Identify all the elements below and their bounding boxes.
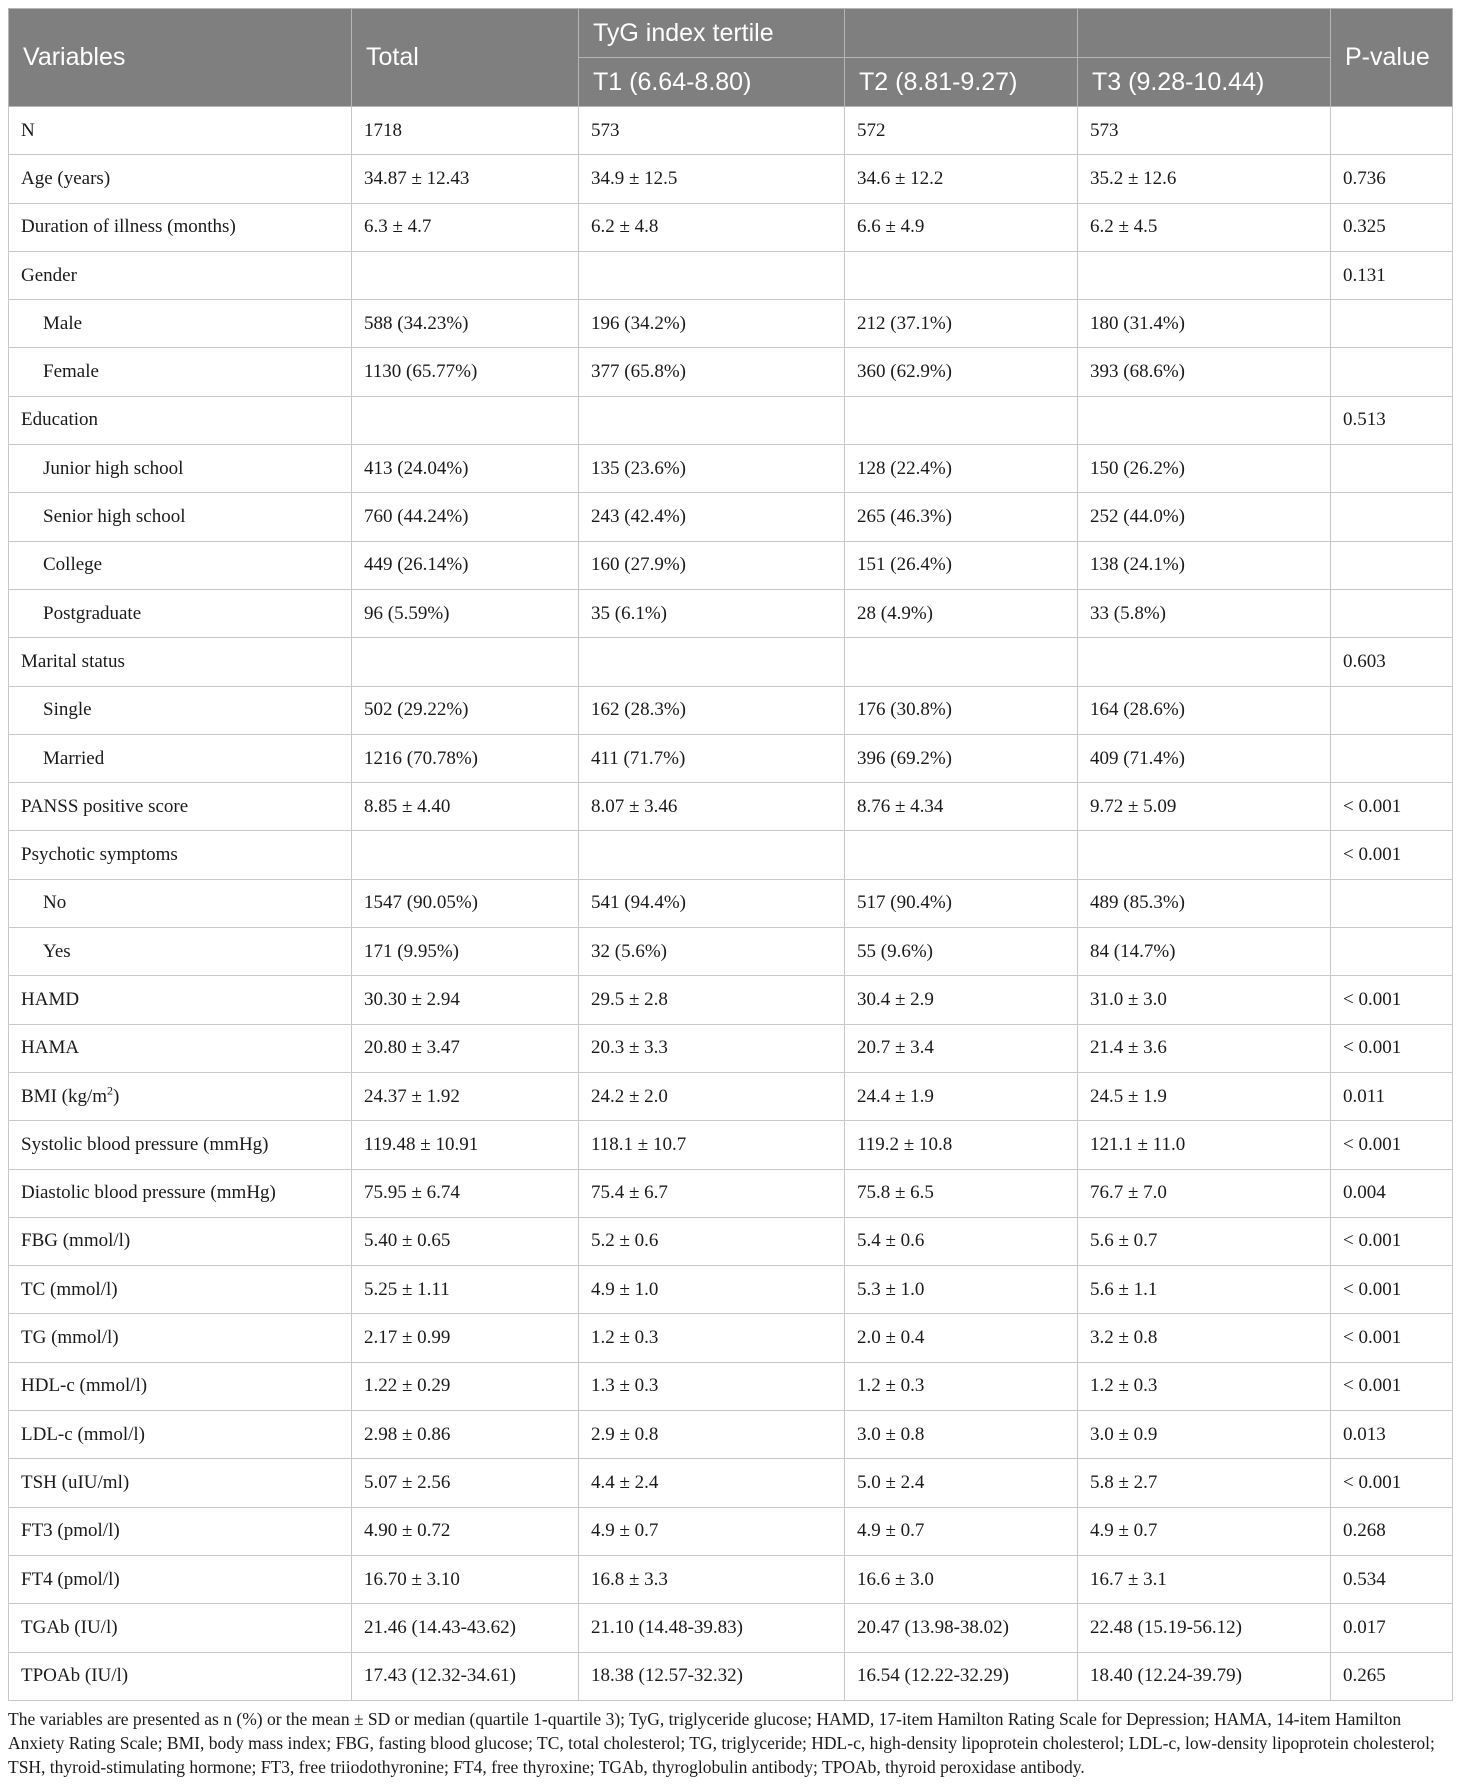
table-row [9,1121,1453,1169]
t2-cell [845,831,1078,879]
t3-cell: 573 [1078,107,1331,155]
pvalue-cell: 0.603 [1331,638,1453,686]
table-body [9,107,1453,1701]
variable-cell [9,1555,352,1603]
pvalue-cell [1331,445,1453,493]
t2-cell: 176 (30.8%) [845,686,1078,734]
t2-cell: 5.0 ± 2.4 [845,1459,1078,1507]
t3-cell: 4.9 ± 0.7 [1078,1507,1331,1555]
t3-cell: 180 (31.4%) [1078,300,1331,348]
variable-label: No [43,892,67,914]
total-cell: 1130 (65.77%) [352,348,579,396]
t1-cell: 135 (23.6%) [579,445,845,493]
t2-cell: 34.6 ± 12.2 [845,155,1078,203]
pvalue-cell [1331,300,1453,348]
t2-cell: 16.54 (12.22-32.29) [845,1652,1078,1700]
pvalue-cell: 0.265 [1331,1652,1453,1700]
pvalue-cell: 0.325 [1331,203,1453,251]
table-row [9,831,1453,879]
variable-cell [9,783,352,831]
t2-cell: 3.0 ± 0.8 [845,1411,1078,1459]
pvalue-cell: 0.131 [1331,251,1453,299]
variable-cell [9,300,352,348]
pvalue-cell [1331,928,1453,976]
total-cell: 2.98 ± 0.86 [352,1411,579,1459]
t1-cell: 32 (5.6%) [579,928,845,976]
variable-label: LDL-c (mmol/l) [21,1423,145,1445]
variable-label: HAMA [21,1037,80,1059]
variable-cell [9,1507,352,1555]
pvalue-cell [1331,589,1453,637]
t3-cell: 489 (85.3%) [1078,879,1331,927]
table-row [9,686,1453,734]
variable-superscript: 2 [107,1083,114,1098]
header-total: Total [352,9,579,107]
table-row [9,783,1453,831]
variable-cell [9,1266,352,1314]
variable-label: FBG (mmol/l) [21,1230,131,1252]
variable-cell [9,493,352,541]
t3-cell: 121.1 ± 11.0 [1078,1121,1331,1169]
t1-cell: 411 (71.7%) [579,734,845,782]
total-cell: 1216 (70.78%) [352,734,579,782]
t3-cell: 1.2 ± 0.3 [1078,1362,1331,1410]
pvalue-cell: < 0.001 [1331,1266,1453,1314]
t3-cell: 76.7 ± 7.0 [1078,1169,1331,1217]
t3-cell: 33 (5.8%) [1078,589,1331,637]
variable-cell [9,203,352,251]
total-cell: 588 (34.23%) [352,300,579,348]
t3-cell: 164 (28.6%) [1078,686,1331,734]
header-t1: T1 (6.64-8.80) [579,58,845,107]
table-row [9,1314,1453,1362]
variable-cell [9,1121,352,1169]
table-row [9,493,1453,541]
variable-cell [9,638,352,686]
t3-cell: 21.4 ± 3.6 [1078,1024,1331,1072]
pvalue-cell: < 0.001 [1331,783,1453,831]
table-row [9,203,1453,251]
header-pvalue: P-value [1331,9,1453,107]
table-row [9,1459,1453,1507]
t2-cell: 75.8 ± 6.5 [845,1169,1078,1217]
pvalue-cell: 0.736 [1331,155,1453,203]
table-row [9,1652,1453,1700]
variable-label: Psychotic symptoms [21,844,178,866]
t2-cell: 128 (22.4%) [845,445,1078,493]
t3-cell: 22.48 (15.19-56.12) [1078,1604,1331,1652]
table-footnote: The variables are presented as n (%) or the mean ± SD or median (quartile 1-quartile 3); TyG, triglyceride glucose; HAMD, 17-item Hamilton Rating Scale for Depression; HAMA, 14-item Hamilton Anxiety Rating Scale; BMI, body mass index; FBG, fasting blood glucose; TC, total cholesterol; TG, triglyceride; HDL-c, high-density lipoprotein cholesterol; LDL-c, low-density lipoprotein cholesterol; TSH, thyroid-stimulating hormone; FT3, free triiodothyronine; FT4, free thyroxine; TGAb, thyroglobulin antibody; TPOAb, thyroid peroxidase antibody. [8,1708,1435,1777]
variable-cell [9,1652,352,1700]
table-row [9,541,1453,589]
table-row [9,1072,1453,1120]
pvalue-cell [1331,493,1453,541]
variable-label: College [43,554,103,576]
t1-cell: 196 (34.2%) [579,300,845,348]
variable-cell [9,1604,352,1652]
t1-cell: 4.9 ± 1.0 [579,1266,845,1314]
variable-label: TC (mmol/l) [21,1278,118,1300]
variable-label: Diastolic blood pressure (mmHg) [21,1182,276,1204]
total-cell: 30.30 ± 2.94 [352,976,579,1024]
variable-cell [9,1314,352,1362]
t2-cell: 212 (37.1%) [845,300,1078,348]
t2-cell: 360 (62.9%) [845,348,1078,396]
total-cell: 5.25 ± 1.11 [352,1266,579,1314]
variable-label: PANSS positive score [21,795,189,817]
t2-cell: 5.3 ± 1.0 [845,1266,1078,1314]
table-header [9,9,1453,107]
t3-cell: 35.2 ± 12.6 [1078,155,1331,203]
t3-cell: 84 (14.7%) [1078,928,1331,976]
pvalue-cell: 0.011 [1331,1072,1453,1120]
variable-label: HDL-c (mmol/l) [21,1375,148,1397]
t2-cell: 119.2 ± 10.8 [845,1121,1078,1169]
pvalue-cell: 0.534 [1331,1555,1453,1603]
variable-label: TPOAb (IU/l) [21,1665,129,1687]
table-row [9,1604,1453,1652]
variable-label: Female [43,361,99,383]
total-cell [352,831,579,879]
total-cell [352,251,579,299]
total-cell: 760 (44.24%) [352,493,579,541]
t3-cell: 138 (24.1%) [1078,541,1331,589]
t1-cell: 2.9 ± 0.8 [579,1411,845,1459]
table-row [9,251,1453,299]
variable-label: Duration of illness (months) [21,216,236,238]
variable-cell [9,1459,352,1507]
t3-cell: 3.2 ± 0.8 [1078,1314,1331,1362]
t1-cell: 75.4 ± 6.7 [579,1169,845,1217]
t1-cell: 4.4 ± 2.4 [579,1459,845,1507]
table-row [9,879,1453,927]
total-cell: 5.07 ± 2.56 [352,1459,579,1507]
t3-cell: 5.6 ± 1.1 [1078,1266,1331,1314]
variable-cell [9,1024,352,1072]
table-row [9,1266,1453,1314]
t2-cell: 5.4 ± 0.6 [845,1217,1078,1265]
t1-cell: 35 (6.1%) [579,589,845,637]
t1-cell: 541 (94.4%) [579,879,845,927]
total-cell: 171 (9.95%) [352,928,579,976]
variable-cell [9,928,352,976]
total-cell: 119.48 ± 10.91 [352,1121,579,1169]
t3-cell [1078,831,1331,879]
pvalue-cell: < 0.001 [1331,831,1453,879]
variable-cell [9,1169,352,1217]
table-row [9,1507,1453,1555]
t1-cell: 1.3 ± 0.3 [579,1362,845,1410]
t2-cell: 16.6 ± 3.0 [845,1555,1078,1603]
pvalue-cell [1331,879,1453,927]
table-row [9,976,1453,1024]
variable-label: FT3 (pmol/l) [21,1520,120,1542]
variable-label: Senior high school [43,506,186,528]
t2-cell: 20.7 ± 3.4 [845,1024,1078,1072]
table-row [9,155,1453,203]
t1-cell: 34.9 ± 12.5 [579,155,845,203]
variable-label: Junior high school [43,457,184,479]
t3-cell: 6.2 ± 4.5 [1078,203,1331,251]
pvalue-cell: < 0.001 [1331,1024,1453,1072]
t3-cell: 5.8 ± 2.7 [1078,1459,1331,1507]
variable-cell [9,155,352,203]
t3-cell: 31.0 ± 3.0 [1078,976,1331,1024]
variable-cell [9,686,352,734]
header-t3: T3 (9.28-10.44) [1078,58,1331,107]
header-variables: Variables [9,9,352,107]
variable-label: Single [43,699,92,721]
variable-label: TGAb (IU/l) [21,1616,118,1638]
t3-cell: 24.5 ± 1.9 [1078,1072,1331,1120]
variable-label: BMI (kg/m [21,1085,108,1107]
table-row [9,734,1453,782]
t1-cell: 118.1 ± 10.7 [579,1121,845,1169]
pvalue-cell: < 0.001 [1331,1314,1453,1362]
variable-label: Gender [21,264,77,286]
variable-label: Married [43,747,105,769]
total-cell: 8.85 ± 4.40 [352,783,579,831]
t1-cell: 243 (42.4%) [579,493,845,541]
total-cell [352,396,579,444]
t2-cell: 4.9 ± 0.7 [845,1507,1078,1555]
t3-cell: 150 (26.2%) [1078,445,1331,493]
total-cell: 6.3 ± 4.7 [352,203,579,251]
total-cell: 21.46 (14.43-43.62) [352,1604,579,1652]
t1-cell: 377 (65.8%) [579,348,845,396]
total-cell: 24.37 ± 1.92 [352,1072,579,1120]
t1-cell: 24.2 ± 2.0 [579,1072,845,1120]
t3-cell [1078,396,1331,444]
t3-cell: 16.7 ± 3.1 [1078,1555,1331,1603]
table-row [9,638,1453,686]
pvalue-cell: 0.513 [1331,396,1453,444]
variable-label: HAMD [21,988,80,1010]
table-row [9,589,1453,637]
pvalue-cell [1331,541,1453,589]
table-row [9,1024,1453,1072]
total-cell: 75.95 ± 6.74 [352,1169,579,1217]
table-row [9,1411,1453,1459]
variable-cell [9,1411,352,1459]
variable-cell [9,107,352,155]
t1-cell: 29.5 ± 2.8 [579,976,845,1024]
t1-cell: 160 (27.9%) [579,541,845,589]
variable-label: Postgraduate [43,602,142,624]
t1-cell: 16.8 ± 3.3 [579,1555,845,1603]
pvalue-cell: 0.017 [1331,1604,1453,1652]
pvalue-cell: < 0.001 [1331,976,1453,1024]
total-cell: 4.90 ± 0.72 [352,1507,579,1555]
total-cell: 96 (5.59%) [352,589,579,637]
total-cell: 2.17 ± 0.99 [352,1314,579,1362]
t1-cell: 573 [579,107,845,155]
variable-cell [9,445,352,493]
table-row [9,300,1453,348]
table-row [9,396,1453,444]
t2-cell: 265 (46.3%) [845,493,1078,541]
total-cell: 5.40 ± 0.65 [352,1217,579,1265]
total-cell: 449 (26.14%) [352,541,579,589]
t2-cell [845,396,1078,444]
pvalue-cell: 0.004 [1331,1169,1453,1217]
t1-cell: 8.07 ± 3.46 [579,783,845,831]
t2-cell: 151 (26.4%) [845,541,1078,589]
variable-cell [9,734,352,782]
t1-cell [579,396,845,444]
t3-cell: 18.40 (12.24-39.79) [1078,1652,1331,1700]
pvalue-cell: 0.268 [1331,1507,1453,1555]
variable-label: Systolic blood pressure (mmHg) [21,1133,269,1155]
variable-cell [9,1362,352,1410]
pvalue-cell: < 0.001 [1331,1121,1453,1169]
t2-cell [845,638,1078,686]
table-row [9,107,1453,155]
variable-label: FT4 (pmol/l) [21,1568,120,1590]
header-t2: T2 (8.81-9.27) [845,58,1078,107]
table-row [9,928,1453,976]
variable-cell [9,976,352,1024]
variable-label: TG (mmol/l) [21,1327,119,1349]
total-cell: 20.80 ± 3.47 [352,1024,579,1072]
t2-cell: 1.2 ± 0.3 [845,1362,1078,1410]
pvalue-cell: < 0.001 [1331,1459,1453,1507]
variable-label: Age (years) [21,167,111,189]
t2-cell: 2.0 ± 0.4 [845,1314,1078,1362]
table-row [9,1555,1453,1603]
t2-cell: 572 [845,107,1078,155]
t1-cell: 162 (28.3%) [579,686,845,734]
t2-cell [845,251,1078,299]
total-cell: 17.43 (12.32-34.61) [352,1652,579,1700]
variable-label-end: ) [113,1085,120,1107]
total-cell: 16.70 ± 3.10 [352,1555,579,1603]
variable-cell [9,831,352,879]
variable-cell [9,879,352,927]
t2-cell: 30.4 ± 2.9 [845,976,1078,1024]
t2-cell: 20.47 (13.98-38.02) [845,1604,1078,1652]
total-cell: 1718 [352,107,579,155]
t3-cell: 409 (71.4%) [1078,734,1331,782]
table-row [9,1217,1453,1265]
variable-label: Education [21,409,99,431]
variable-label: TSH (uIU/ml) [21,1471,130,1493]
t3-cell: 9.72 ± 5.09 [1078,783,1331,831]
t1-cell: 1.2 ± 0.3 [579,1314,845,1362]
t1-cell: 21.10 (14.48-39.83) [579,1604,845,1652]
t3-cell [1078,638,1331,686]
t2-cell: 8.76 ± 4.34 [845,783,1078,831]
t2-cell: 55 (9.6%) [845,928,1078,976]
variable-cell [9,348,352,396]
pvalue-cell: < 0.001 [1331,1217,1453,1265]
t3-cell: 3.0 ± 0.9 [1078,1411,1331,1459]
t1-cell: 5.2 ± 0.6 [579,1217,845,1265]
total-cell: 1.22 ± 0.29 [352,1362,579,1410]
baseline-characteristics-table [8,8,1453,1701]
variable-cell [9,396,352,444]
variable-cell [9,541,352,589]
t2-cell: 396 (69.2%) [845,734,1078,782]
table-row [9,445,1453,493]
table-container [8,8,1452,1779]
variable-label: Marital status [21,650,125,672]
t2-cell: 28 (4.9%) [845,589,1078,637]
t3-cell: 393 (68.6%) [1078,348,1331,396]
table-row [9,1169,1453,1217]
variable-label: Yes [43,940,71,962]
total-cell: 34.87 ± 12.43 [352,155,579,203]
t2-cell: 24.4 ± 1.9 [845,1072,1078,1120]
t1-cell [579,638,845,686]
t1-cell: 18.38 (12.57-32.32) [579,1652,845,1700]
t1-cell [579,251,845,299]
t3-cell: 5.6 ± 0.7 [1078,1217,1331,1265]
table-row [9,1362,1453,1410]
t3-cell [1078,251,1331,299]
total-cell [352,638,579,686]
t1-cell: 4.9 ± 0.7 [579,1507,845,1555]
variable-cell [9,1072,352,1120]
header-empty-1 [845,9,1078,58]
total-cell: 413 (24.04%) [352,445,579,493]
variable-label: Male [43,312,83,334]
variable-cell [9,1217,352,1265]
pvalue-cell: 0.013 [1331,1411,1453,1459]
header-empty-2 [1078,9,1331,58]
variable-cell [9,589,352,637]
header-tertile-group: TyG index tertile [579,9,845,58]
variable-label: N [21,119,35,141]
table-row [9,348,1453,396]
variable-cell [9,251,352,299]
pvalue-cell [1331,734,1453,782]
t1-cell [579,831,845,879]
pvalue-cell [1331,686,1453,734]
t2-cell: 517 (90.4%) [845,879,1078,927]
t2-cell: 6.6 ± 4.9 [845,203,1078,251]
pvalue-cell [1331,348,1453,396]
t3-cell: 252 (44.0%) [1078,493,1331,541]
t1-cell: 6.2 ± 4.8 [579,203,845,251]
pvalue-cell [1331,107,1453,155]
total-cell: 502 (29.22%) [352,686,579,734]
t1-cell: 20.3 ± 3.3 [579,1024,845,1072]
total-cell: 1547 (90.05%) [352,879,579,927]
pvalue-cell: < 0.001 [1331,1362,1453,1410]
